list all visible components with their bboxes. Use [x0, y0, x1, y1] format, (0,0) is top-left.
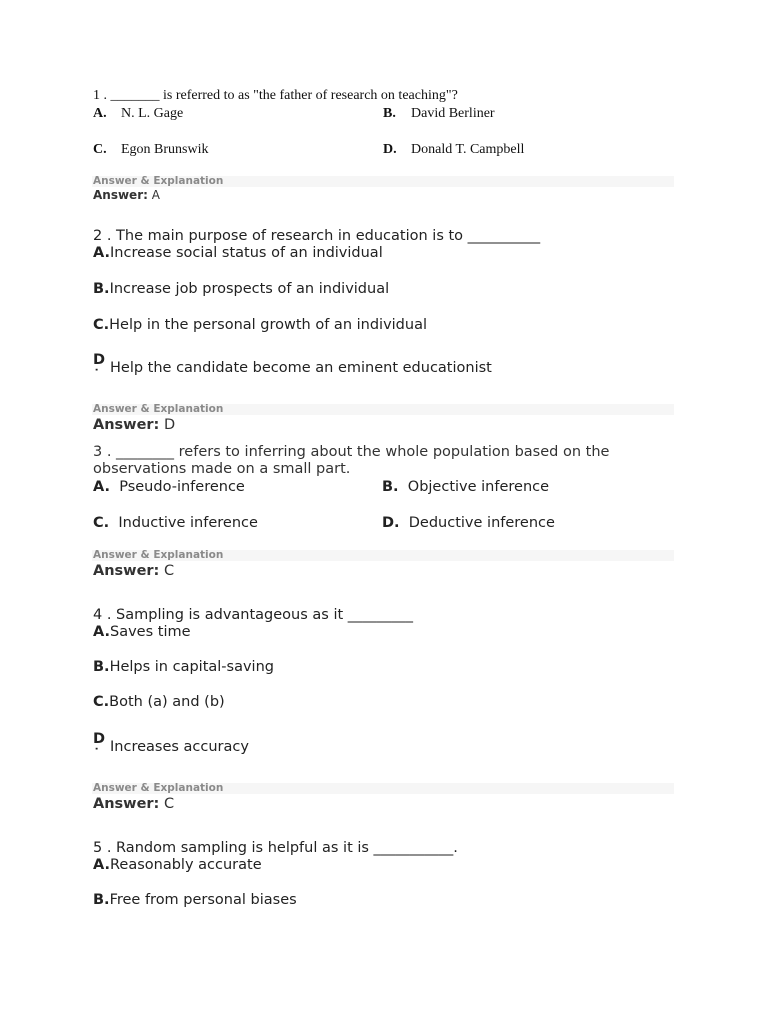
answer-value: C — [163, 796, 175, 812]
option-a-text: Saves time — [110, 624, 191, 640]
answer-explanation-toggle[interactable]: Answer & Explanation — [93, 782, 224, 794]
answer-value: C — [163, 563, 175, 579]
question-4-text: 4 . Sampling is advantageous as it _________ — [93, 607, 414, 623]
option-c-text: Inductive inference — [118, 515, 258, 531]
answer-label: Answer: — [93, 417, 160, 433]
option-a-text: Reasonably accurate — [110, 857, 262, 873]
option-a-text: Pseudo-inference — [119, 479, 245, 495]
option-b-text: Helps in capital-saving — [109, 659, 274, 675]
option-b-text: David Berliner — [411, 106, 495, 121]
option-d-letter: D. — [382, 515, 400, 531]
option-b-text: Increase job prospects of an individual — [109, 281, 390, 297]
option-c-letter: C. — [93, 515, 110, 531]
option-a — [93, 857, 262, 873]
option-a-letter: A. — [93, 624, 110, 640]
option-a-letter: A. — [93, 245, 110, 261]
question-3-text: 3 . ________ refers to inferring about the whole population based on the observations made on a small part. — [93, 444, 610, 477]
option-c — [93, 317, 427, 333]
option-d-letter: D. — [383, 142, 397, 157]
option-b — [382, 479, 549, 495]
option-d-text: Deductive inference — [408, 515, 555, 531]
option-d-dot: ˙ — [93, 368, 101, 384]
option-c — [93, 515, 258, 531]
answer-line — [93, 188, 160, 202]
option-a-letter: A. — [93, 479, 110, 495]
question-5-text: 5 . Random sampling is helpful as it is ___________. — [93, 840, 458, 856]
answer-line — [93, 563, 174, 579]
option-c — [93, 694, 225, 710]
option-a-letter: A. — [93, 857, 110, 873]
option-c-letter: C. — [93, 694, 110, 710]
option-b-letter: B. — [383, 106, 396, 121]
option-d-text: Donald T. Campbell — [411, 142, 525, 157]
option-b — [93, 281, 389, 297]
option-c-text: Egon Brunswik — [121, 142, 209, 157]
option-c-text: Both (a) and (b) — [109, 694, 225, 710]
option-d-dot: ˙ — [93, 747, 101, 763]
answer-label: Answer: — [93, 796, 160, 812]
answer-value: A — [151, 188, 160, 202]
option-b-letter: B. — [93, 281, 110, 297]
option-b-letter: B. — [93, 892, 110, 908]
option-a-letter: A. — [93, 106, 107, 121]
option-a-text: N. L. Gage — [121, 106, 184, 121]
option-b — [93, 659, 274, 675]
option-c-letter: C. — [93, 317, 110, 333]
option-b-text: Objective inference — [407, 479, 550, 495]
option-a — [93, 624, 191, 640]
answer-explanation-toggle[interactable]: Answer & Explanation — [93, 403, 224, 415]
option-a — [93, 479, 245, 495]
option-d-letter: D — [93, 731, 106, 747]
option-c-text: Help in the personal growth of an individual — [109, 317, 427, 333]
option-d-text: Increases accuracy — [110, 739, 249, 755]
option-c-letter: C. — [93, 142, 107, 157]
answer-line — [93, 417, 175, 433]
option-d-text: Help the candidate become an eminent educationist — [110, 360, 492, 376]
option-a-text: Increase social status of an individual — [110, 245, 383, 261]
option-b-text: Free from personal biases — [109, 892, 297, 908]
answer-label: Answer: — [93, 563, 160, 579]
option-b-letter: B. — [93, 659, 110, 675]
option-b — [93, 892, 297, 908]
answer-explanation-toggle[interactable]: Answer & Explanation — [93, 549, 224, 561]
question-1-text: 1 . _______ is referred to as "the father of research on teaching"? — [93, 88, 458, 103]
answer-line — [93, 796, 174, 812]
question-2-text: 2 . The main purpose of research in education is to __________ — [93, 228, 541, 244]
option-a — [93, 245, 383, 261]
option-b-letter: B. — [382, 479, 399, 495]
option-d — [382, 515, 555, 531]
answer-label: Answer: — [93, 188, 148, 202]
answer-value: D — [163, 417, 176, 433]
option-d-letter: D — [93, 352, 106, 368]
answer-explanation-toggle[interactable]: Answer & Explanation — [93, 175, 224, 187]
